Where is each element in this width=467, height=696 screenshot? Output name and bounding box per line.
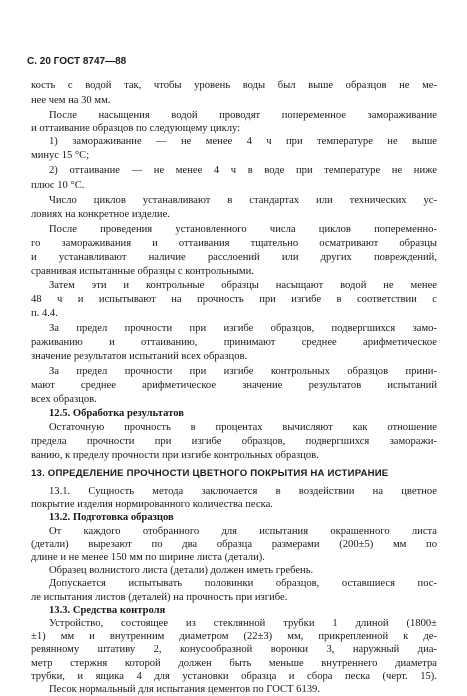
text-line: За предел прочности при изгибе образцов, подвергшихся замо- [49, 323, 437, 334]
text-line: После проведения установленного числа циклов попеременно- [49, 224, 437, 235]
text-line: трубки, и ящика 4 для установки образца и сбора песка (черт. 15). [31, 671, 437, 682]
text-line: ванию, к пределу прочности при изгибе контрольных образцов. [31, 450, 319, 461]
text-line: покрытие изделия нормированного количества песка. [31, 499, 273, 510]
text-line: Устройство, состоящее из стеклянной трубки 1 длиной (1800± [49, 618, 437, 629]
text-line: го замораживания и оттаивания тщательно осматривают образцы [31, 238, 437, 249]
text-line: плюс 10 °С. [31, 180, 85, 191]
text-line: Допускается испытывать половинки образцов, оставшиеся пос- [49, 578, 437, 589]
text-line: и оттаивание образцов по следующему циклу: [31, 123, 241, 134]
text-line: От каждого отобранного для испытания окрашенного листа [49, 526, 437, 537]
text-line: кость с водой так, чтобы уровень воды был выше образцов не ме- [31, 80, 437, 91]
text-line: ле испытания листов (деталей) на прочность при изгибе. [31, 592, 288, 603]
text-line: Затем эти и контрольные образцы насыщают водой не менее [49, 280, 437, 291]
text-line: п. 4.4. [31, 308, 58, 319]
text-line: (детали) вырезают по два образца размерами (200±5) мм по [31, 539, 437, 550]
text-line: ±1) мм и внутренним диаметром (22±3) мм, прикрепленной к де- [31, 631, 437, 642]
page-header: С. 20 ГОСТ 8747—88 [27, 56, 127, 67]
section-heading: 12.5. Обработка результатов [49, 408, 184, 419]
text-line: мают среднее арифметическое значение результатов испытаний [31, 380, 437, 391]
text-line: ревянному штативу 2, конусообразной воронки 3, наружный диа- [31, 644, 437, 655]
text-line: метр стержня которой должен быть меньше внутреннего диаметра [31, 658, 437, 669]
text-line: раживанию и оттаиванию, принимают среднее арифметическое [31, 337, 437, 348]
text-line: 48 ч и испытывают на прочность при изгибе в соответствии с [31, 294, 437, 305]
text-line: нее чем на 30 мм. [31, 95, 111, 106]
text-line: Остаточную прочность в процентах вычисляют как отношение [49, 422, 437, 433]
text-line: и устанавливают наличие расслоений или других повреждений, [31, 252, 437, 263]
text-line: 2) оттаивание — не менее 4 ч в воде при температуре не ниже [49, 165, 437, 176]
text-line: минус 15 °С; [31, 150, 90, 161]
text-line: предела прочности при изгибе образцов, подвергшихся заморажи- [31, 436, 437, 447]
section-heading: 13.3. Средства контроля [49, 605, 166, 616]
text-line: Образец волнистого листа (детали) должен иметь гребень. [49, 565, 314, 576]
text-line: За предел прочности при изгибе контрольных образцов прини- [49, 366, 437, 377]
section-heading: 13.2. Подготовка образцов [49, 512, 174, 523]
section-title: 13. ОПРЕДЕЛЕНИЕ ПРОЧНОСТИ ЦВЕТНОГО ПОКРЫТИЯ НА ИСТИРАНИЕ [31, 468, 389, 479]
text-line: После насыщения водой проводят попеременное замораживание [49, 110, 437, 121]
text-line: значение результатов испытаний всех образцов. [31, 351, 248, 362]
text-line: всех образцов. [31, 394, 97, 405]
text-line: 13.1. Сущность метода заключается в воздействии на цветное [49, 486, 437, 497]
text-line: ловиях на конкретное изделие. [31, 209, 170, 220]
text-line: длине и не менее 150 мм по ширине листа (детали). [31, 552, 265, 563]
text-line: 1) замораживание — не менее 4 ч при температуре не выше [49, 136, 437, 147]
text-line: Песок нормальный для испытания цементов по ГОСТ 6139. [49, 684, 320, 695]
text-line: сравнивая испытанные образцы с контрольными. [31, 266, 254, 277]
text-line: Число циклов устанавливают в стандартах или технических ус- [49, 195, 437, 206]
